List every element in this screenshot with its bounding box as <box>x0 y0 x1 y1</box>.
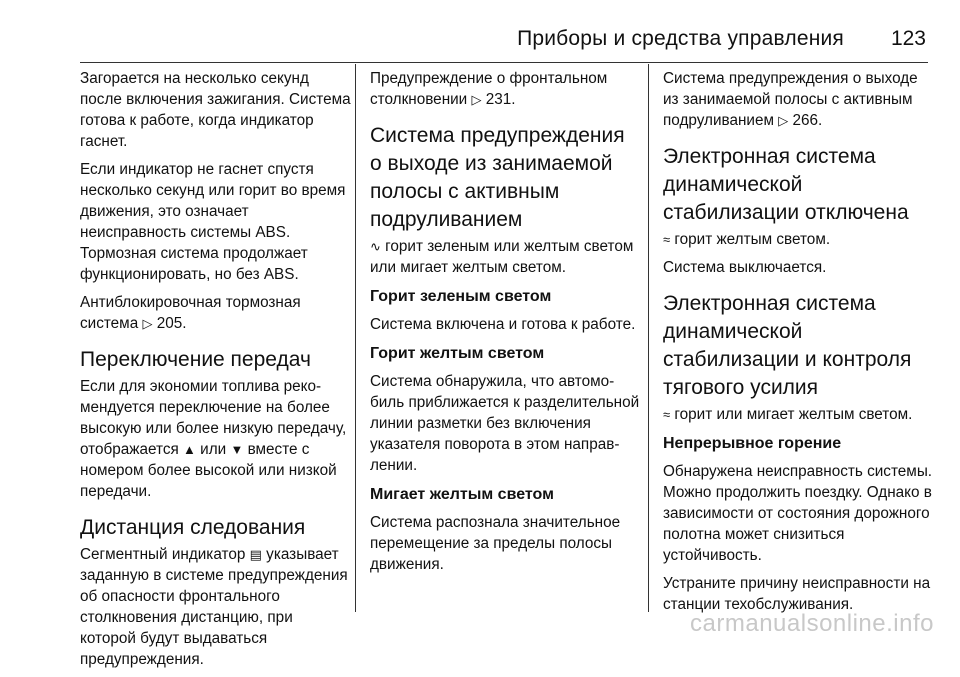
paragraph: ≈ горит желтым светом. <box>663 231 831 248</box>
page-reference[interactable]: 231. <box>485 91 516 108</box>
paragraph: Загорается на несколько секунд после включения зажигания. Система готова к работе, когда индикатор гаснет. <box>80 70 351 150</box>
paragraph: Система предупреждения о выходе из занимаемой полосы с активным подруливанием ▷ 266. <box>663 70 918 129</box>
esc-off-icon: ≈ <box>663 232 671 247</box>
following-distance-icon: ▤ <box>249 547 262 562</box>
section-heading: Электронная система динамической стабилизации отключена <box>663 145 909 224</box>
paragraph: Антиблокировочная тормозная система ▷ 205. <box>80 294 301 332</box>
column-1 <box>80 68 352 677</box>
paragraph: Система обнаружила, что автомобиль приближается к разделительной линии разметки без включения указателя поворота в этом направлении. <box>370 373 640 474</box>
subheading: Горит желтым светом <box>370 345 545 362</box>
paragraph: ∿ горит зеленым или желтым светом или мигает желтым светом. <box>370 238 634 276</box>
section-heading: Переключение передач <box>80 348 311 371</box>
paragraph: Система распознала значительное перемещение за пределы полосы движения. <box>370 514 621 573</box>
page-reference[interactable]: 266. <box>792 112 823 129</box>
paragraph: Если индикатор не гаснет спустя несколько секунд или горит во время движения, это означает неисправность системы ABS. Тормозная система продолжает функционировать, но без ABS. <box>80 161 346 283</box>
section-heading: Дистанция следования <box>80 516 306 539</box>
page-title: Приборы и средства управления <box>517 27 844 50</box>
paragraph: Устраните причину неисправности на станции техобслуживания. <box>663 575 931 613</box>
esc-icon: ≈ <box>663 407 671 422</box>
paragraph: Сегментный индикатор ▤ указывает заданную в системе предупреждения об опасности фронтального столкновения дистанцию, при которой будут выдаваться предупреждения. <box>80 546 348 668</box>
section-heading: Система предупреждения о выходе из занимаемой полосы с активным подруливанием <box>370 124 625 231</box>
paragraph: Система выключается. <box>663 259 827 276</box>
column-2 <box>370 68 640 582</box>
ref-arrow-icon: ▷ <box>778 113 789 128</box>
subheading: Горит зеленым светом <box>370 288 552 305</box>
paragraph: ≈ горит или мигает желтым светом. <box>663 406 913 423</box>
lane-assist-icon: ∿ <box>370 239 381 254</box>
page-number: 123 <box>890 27 926 50</box>
paragraph: Предупреждение о фронтальном столкновении ▷ 231. <box>370 70 608 108</box>
column-divider <box>355 64 356 612</box>
paragraph: Обнаружена неисправность системы. Можно продолжить поездку. Однако в зависимости от состояния дорожного полотна может снизиться устойчивость. <box>663 463 933 564</box>
watermark: carmanualsonline.info <box>690 610 934 637</box>
section-heading: Электронная система динамической стабилизации и контроля тягового усилия <box>663 292 912 399</box>
page-header <box>80 22 928 63</box>
column-3 <box>663 68 933 622</box>
ref-arrow-icon: ▷ <box>142 316 153 331</box>
paragraph: Если для экономии топлива рекомендуется переключение на более высокую или более низкую передачу, отображается ▲ или ▼ вместе с номером более высокой или низкой передачи. <box>80 378 347 500</box>
page-reference[interactable]: 205. <box>156 315 187 332</box>
triangle-down-icon: ▼ <box>230 442 244 457</box>
column-divider <box>648 64 649 612</box>
paragraph: Система включена и готова к работе. <box>370 316 636 333</box>
subheading: Непрерывное горение <box>663 435 842 452</box>
triangle-up-icon: ▲ <box>183 442 196 457</box>
ref-arrow-icon: ▷ <box>471 92 482 107</box>
subheading: Мигает желтым светом <box>370 486 554 503</box>
